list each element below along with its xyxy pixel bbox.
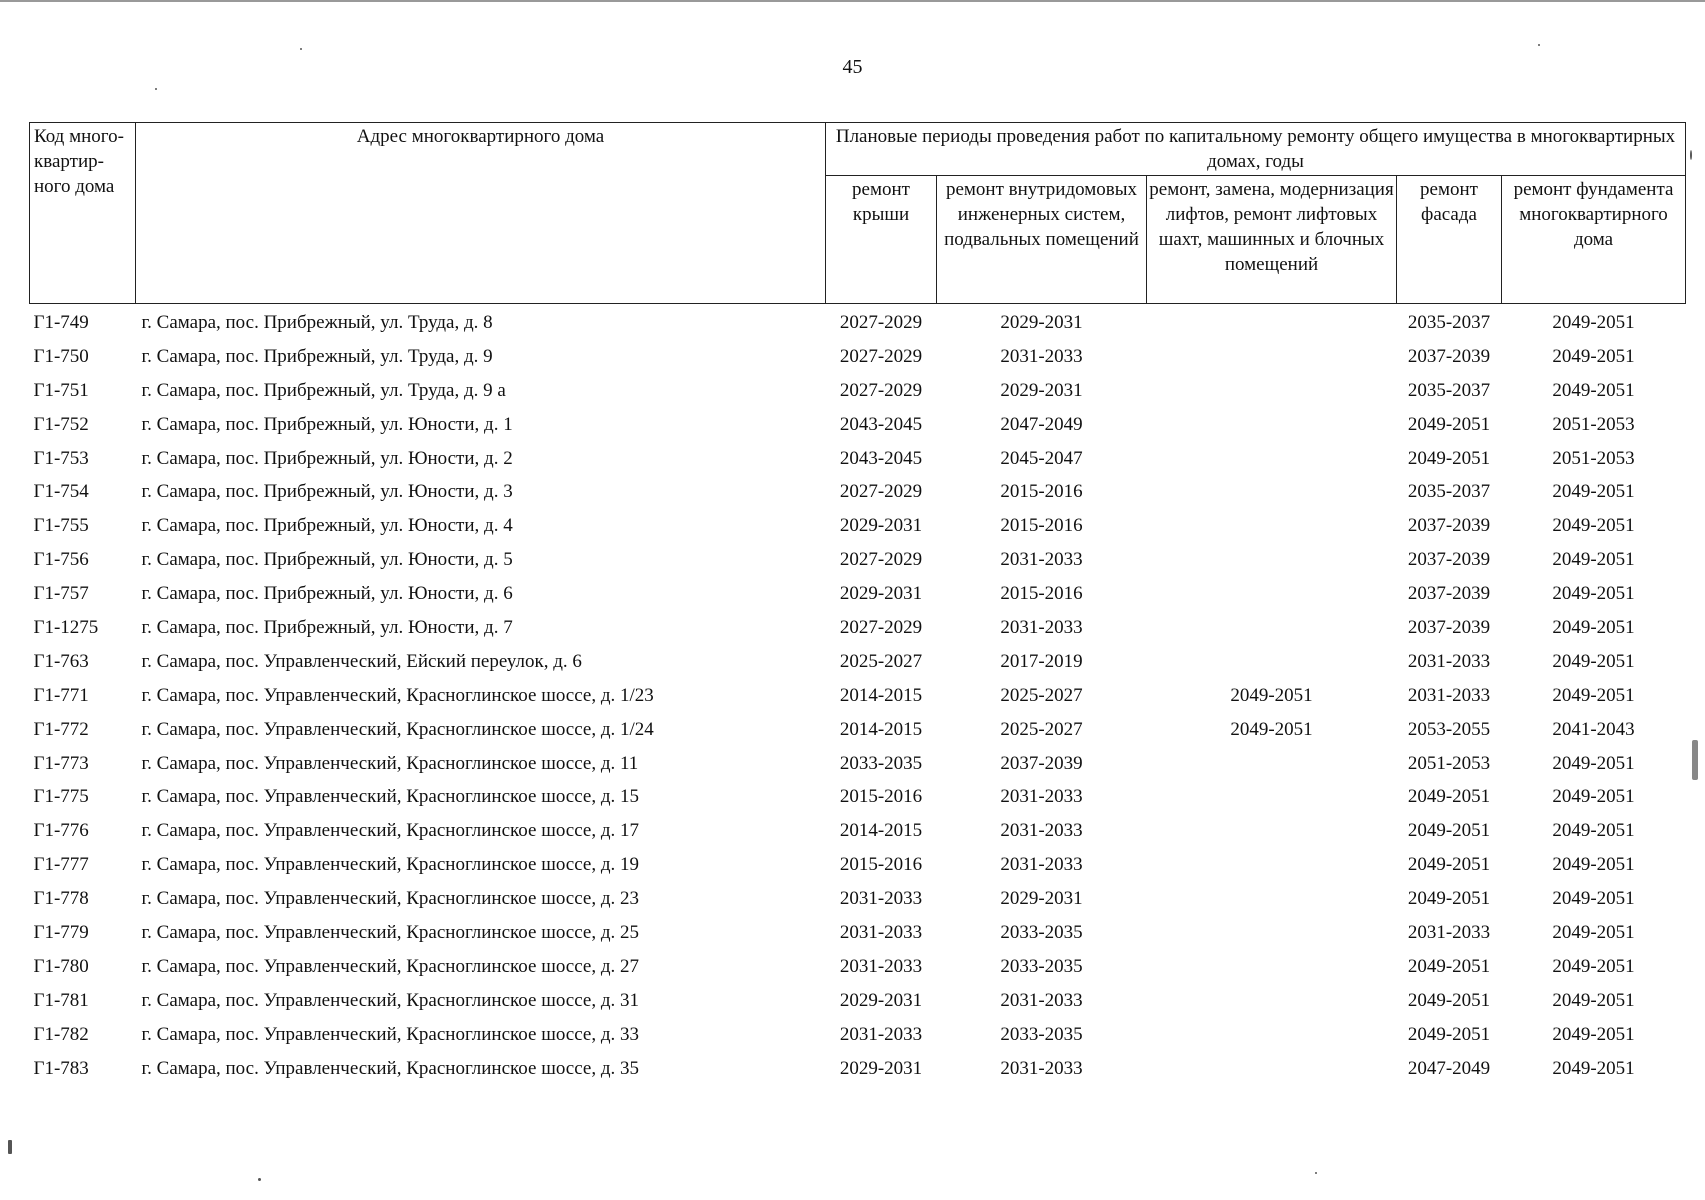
cell-foundation: 2049-2051 <box>1552 549 1635 571</box>
cell-roof: 2027-2029 <box>839 616 923 638</box>
cell-roof: 2033-2035 <box>839 752 923 774</box>
cell-code: Г1-781 <box>33 989 89 1011</box>
cell-code: Г1-749 <box>33 311 89 333</box>
table-row <box>30 1018 1686 1052</box>
cell-engineering: 2015-2016 <box>1000 515 1083 537</box>
cell-code: Г1-773 <box>33 752 89 774</box>
cell-elevators <box>1147 1052 1397 1086</box>
cell-roof: 2029-2031 <box>839 515 923 537</box>
cell-foundation: 2049-2051 <box>1552 1057 1635 1079</box>
cell-facade: 2049-2051 <box>1407 1023 1491 1045</box>
cell-engineering: 2029-2031 <box>1000 311 1083 333</box>
cell-code: Г1-780 <box>33 955 89 977</box>
cell-address: г. Самара, пос. Прибрежный, ул. Юности, д. 4 <box>141 515 513 537</box>
cell-engineering: 2025-2027 <box>1000 684 1083 706</box>
cell-roof: 2027-2029 <box>839 379 923 401</box>
cell-code: Г1-777 <box>33 854 89 876</box>
cell-facade: 2049-2051 <box>1407 888 1491 910</box>
header-foundation: ремонт фундамента многоквартирного дома <box>1502 176 1686 304</box>
cell-engineering: 2033-2035 <box>1000 955 1083 977</box>
cell-facade: 2049-2051 <box>1407 989 1491 1011</box>
cell-roof: 2014-2015 <box>839 718 923 740</box>
table-row <box>30 543 1686 577</box>
cell-elevators <box>1147 780 1397 814</box>
cell-foundation: 2049-2051 <box>1552 989 1635 1011</box>
cell-foundation: 2049-2051 <box>1552 888 1635 910</box>
cell-foundation: 2051-2053 <box>1552 413 1635 435</box>
cell-facade: 2037-2039 <box>1407 583 1491 605</box>
cell-elevators <box>1147 848 1397 882</box>
cell-foundation: 2049-2051 <box>1552 481 1635 503</box>
cell-engineering: 2029-2031 <box>1000 888 1083 910</box>
cell-roof: 2014-2015 <box>839 684 923 706</box>
cell-code: Г1-754 <box>33 481 89 503</box>
cell-facade: 2037-2039 <box>1407 549 1491 571</box>
cell-address: г. Самара, пос. Прибрежный, ул. Юности, д. 1 <box>141 413 513 435</box>
cell-foundation: 2051-2053 <box>1552 447 1635 469</box>
cell-elevators <box>1147 882 1397 916</box>
cell-address: г. Самара, пос. Управленческий, Ейский переулок, д. 6 <box>141 650 582 672</box>
cell-elevators <box>1147 340 1397 374</box>
table-row <box>30 509 1686 543</box>
cell-code: Г1-756 <box>33 549 89 571</box>
cell-engineering: 2029-2031 <box>1000 379 1083 401</box>
cell-address: г. Самара, пос. Прибрежный, ул. Юности, д. 2 <box>141 447 513 469</box>
cell-engineering: 2031-2033 <box>1000 345 1083 367</box>
cell-foundation: 2049-2051 <box>1552 854 1635 876</box>
cell-foundation: 2049-2051 <box>1552 752 1635 774</box>
cell-engineering: 2047-2049 <box>1000 413 1083 435</box>
cell-code: Г1-772 <box>33 718 89 740</box>
cell-facade: 2031-2033 <box>1407 650 1491 672</box>
scan-speck <box>300 48 302 50</box>
cell-roof: 2027-2029 <box>839 549 923 571</box>
cell-address: г. Самара, пос. Прибрежный, ул. Юности, д. 3 <box>141 481 513 503</box>
cell-address: г. Самара, пос. Прибрежный, ул. Труда, д. 9 а <box>141 379 506 401</box>
cell-roof: 2029-2031 <box>839 1057 923 1079</box>
cell-roof: 2015-2016 <box>839 786 923 808</box>
cell-address: г. Самара, пос. Прибрежный, ул. Труда, д. 9 <box>141 345 493 367</box>
cell-roof: 2027-2029 <box>839 345 923 367</box>
cell-address: г. Самара, пос. Управленческий, Красноглинское шоссе, д. 15 <box>141 786 640 808</box>
cell-code: Г1-1275 <box>33 616 99 638</box>
cell-roof: 2031-2033 <box>839 921 923 943</box>
cell-facade: 2031-2033 <box>1407 921 1491 943</box>
table-row <box>30 442 1686 476</box>
cell-engineering: 2033-2035 <box>1000 1023 1083 1045</box>
cell-roof: 2025-2027 <box>839 650 923 672</box>
cell-facade: 2035-2037 <box>1407 379 1491 401</box>
table-row <box>30 645 1686 679</box>
cell-code: Г1-782 <box>33 1023 89 1045</box>
cell-roof: 2027-2029 <box>839 311 923 333</box>
scan-speck <box>258 1178 261 1181</box>
cell-code: Г1-753 <box>33 447 89 469</box>
top-rule <box>0 0 1705 2</box>
cell-code: Г1-752 <box>33 413 89 435</box>
table-row <box>30 611 1686 645</box>
table-row <box>30 1052 1686 1086</box>
cell-code: Г1-755 <box>33 515 89 537</box>
cell-elevators <box>1147 577 1397 611</box>
table-row <box>30 577 1686 611</box>
cell-elevators <box>1147 814 1397 848</box>
table-row <box>30 814 1686 848</box>
cell-address: г. Самара, пос. Прибрежный, ул. Юности, д. 5 <box>141 549 513 571</box>
cell-facade: 2037-2039 <box>1407 616 1491 638</box>
cell-address: г. Самара, пос. Управленческий, Красноглинское шоссе, д. 23 <box>141 888 640 910</box>
cell-facade: 2051-2053 <box>1407 752 1491 774</box>
table-row <box>30 984 1686 1018</box>
cell-foundation: 2049-2051 <box>1552 955 1635 977</box>
cell-facade: 2049-2051 <box>1407 413 1491 435</box>
cell-facade: 2035-2037 <box>1407 311 1491 333</box>
scan-speck <box>1692 740 1698 780</box>
cell-elevators <box>1147 1018 1397 1052</box>
page-number: 45 <box>842 56 863 78</box>
cell-elevators <box>1147 950 1397 984</box>
cell-roof: 2027-2029 <box>839 481 923 503</box>
cell-address: г. Самара, пос. Прибрежный, ул. Юности, д. 6 <box>141 583 513 605</box>
cell-code: Г1-751 <box>33 379 89 401</box>
table-row <box>30 916 1686 950</box>
cell-facade: 2037-2039 <box>1407 345 1491 367</box>
table-row <box>30 848 1686 882</box>
cell-facade: 2049-2051 <box>1407 854 1491 876</box>
cell-code: Г1-776 <box>33 820 89 842</box>
cell-facade: 2047-2049 <box>1407 1057 1491 1079</box>
cell-roof: 2014-2015 <box>839 820 923 842</box>
cell-address: г. Самара, пос. Управленческий, Красноглинское шоссе, д. 1/23 <box>141 684 654 706</box>
cell-facade: 2049-2051 <box>1407 786 1491 808</box>
cell-engineering: 2015-2016 <box>1000 481 1083 503</box>
cell-facade: 2035-2037 <box>1407 481 1491 503</box>
cell-engineering: 2017-2019 <box>1000 650 1083 672</box>
cell-engineering: 2031-2033 <box>1000 854 1083 876</box>
cell-roof: 2029-2031 <box>839 989 923 1011</box>
cell-elevators <box>1147 408 1397 442</box>
cell-foundation: 2049-2051 <box>1552 515 1635 537</box>
cell-foundation: 2049-2051 <box>1552 616 1635 638</box>
cell-roof: 2031-2033 <box>839 888 923 910</box>
cell-elevators <box>1147 304 1397 340</box>
cell-foundation: 2049-2051 <box>1552 1023 1635 1045</box>
cell-foundation: 2049-2051 <box>1552 345 1635 367</box>
cell-elevators <box>1147 374 1397 408</box>
cell-address: г. Самара, пос. Прибрежный, ул. Труда, д. 8 <box>141 311 493 333</box>
cell-foundation: 2041-2043 <box>1552 718 1635 740</box>
cell-engineering: 2031-2033 <box>1000 989 1083 1011</box>
cell-address: г. Самара, пос. Управленческий, Красноглинское шоссе, д. 1/24 <box>141 718 654 740</box>
cell-facade: 2053-2055 <box>1407 718 1491 740</box>
table-body <box>30 304 1686 1086</box>
cell-roof: 2043-2045 <box>839 413 923 435</box>
cell-facade: 2049-2051 <box>1407 820 1491 842</box>
cell-elevators <box>1147 442 1397 476</box>
repair-schedule-table <box>29 122 1686 1085</box>
cell-foundation: 2049-2051 <box>1552 650 1635 672</box>
cell-facade: 2037-2039 <box>1407 515 1491 537</box>
cell-elevators <box>1147 543 1397 577</box>
cell-code: Г1-750 <box>33 345 89 367</box>
cell-foundation: 2049-2051 <box>1552 921 1635 943</box>
header-address: Адрес многоквартирного дома <box>136 123 826 304</box>
cell-elevators <box>1147 916 1397 950</box>
cell-elevators <box>1147 984 1397 1018</box>
scan-speck <box>8 1140 12 1154</box>
header-roof: ремонт крыши <box>826 176 937 304</box>
cell-code: Г1-771 <box>33 684 89 706</box>
header-elevators: ремонт, замена, модернизация лифтов, ремонт лифтовых шахт, машинных и блочных помещений <box>1147 176 1397 304</box>
cell-engineering: 2033-2035 <box>1000 921 1083 943</box>
cell-roof: 2043-2045 <box>839 447 923 469</box>
cell-code: Г1-757 <box>33 583 89 605</box>
table-row <box>30 304 1686 340</box>
cell-address: г. Самара, пос. Управленческий, Красноглинское шоссе, д. 33 <box>141 1023 640 1045</box>
cell-foundation: 2049-2051 <box>1552 684 1635 706</box>
table-row <box>30 747 1686 781</box>
cell-code: Г1-778 <box>33 888 89 910</box>
scan-speck <box>1538 44 1540 46</box>
cell-address: г. Самара, пос. Управленческий, Красноглинское шоссе, д. 11 <box>141 752 639 774</box>
cell-engineering: 2045-2047 <box>1000 447 1083 469</box>
cell-engineering: 2031-2033 <box>1000 820 1083 842</box>
cell-address: г. Самара, пос. Управленческий, Красноглинское шоссе, д. 17 <box>141 820 640 842</box>
cell-address: г. Самара, пос. Управленческий, Красноглинское шоссе, д. 25 <box>141 921 640 943</box>
header-engineering: ремонт внутридомовых инженерных систем, подвальных помещений <box>937 176 1147 304</box>
cell-engineering: 2031-2033 <box>1000 1057 1083 1079</box>
cell-elevators <box>1147 611 1397 645</box>
cell-foundation: 2049-2051 <box>1552 583 1635 605</box>
cell-elevators: 2049-2051 <box>1230 718 1313 740</box>
cell-elevators: 2049-2051 <box>1230 684 1313 706</box>
cell-foundation: 2049-2051 <box>1552 311 1635 333</box>
cell-roof: 2015-2016 <box>839 854 923 876</box>
cell-roof: 2029-2031 <box>839 583 923 605</box>
cell-code: Г1-763 <box>33 650 89 672</box>
table-row <box>30 408 1686 442</box>
cell-engineering: 2031-2033 <box>1000 786 1083 808</box>
cell-engineering: 2015-2016 <box>1000 583 1083 605</box>
cell-roof: 2031-2033 <box>839 955 923 977</box>
table-row <box>30 374 1686 408</box>
cell-foundation: 2049-2051 <box>1552 379 1635 401</box>
cell-code: Г1-779 <box>33 921 89 943</box>
cell-roof: 2031-2033 <box>839 1023 923 1045</box>
cell-facade: 2031-2033 <box>1407 684 1491 706</box>
cell-elevators <box>1147 475 1397 509</box>
cell-foundation: 2049-2051 <box>1552 786 1635 808</box>
cell-address: г. Самара, пос. Управленческий, Красноглинское шоссе, д. 27 <box>141 955 640 977</box>
cell-address: г. Самара, пос. Управленческий, Красноглинское шоссе, д. 31 <box>141 989 640 1011</box>
cell-engineering: 2031-2033 <box>1000 549 1083 571</box>
header-code: Код много-квартир-ного дома <box>30 123 136 304</box>
cell-engineering: 2037-2039 <box>1000 752 1083 774</box>
table-row <box>30 780 1686 814</box>
table-row <box>30 713 1686 747</box>
table-row <box>30 950 1686 984</box>
scan-speck <box>155 88 157 90</box>
cell-elevators <box>1147 509 1397 543</box>
cell-facade: 2049-2051 <box>1407 447 1491 469</box>
scan-speck <box>1690 150 1692 160</box>
cell-elevators <box>1147 747 1397 781</box>
cell-engineering: 2031-2033 <box>1000 616 1083 638</box>
cell-elevators <box>1147 645 1397 679</box>
cell-code: Г1-775 <box>33 786 89 808</box>
cell-code: Г1-783 <box>33 1057 89 1079</box>
cell-facade: 2049-2051 <box>1407 955 1491 977</box>
header-periods-title: Плановые периоды проведения работ по капитальному ремонту общего имущества в многоквартирных домах, годы <box>826 123 1686 176</box>
cell-address: г. Самара, пос. Управленческий, Красноглинское шоссе, д. 19 <box>141 854 640 876</box>
table-row <box>30 340 1686 374</box>
cell-engineering: 2025-2027 <box>1000 718 1083 740</box>
cell-address: г. Самара, пос. Управленческий, Красноглинское шоссе, д. 35 <box>141 1057 640 1079</box>
scan-speck <box>1315 1172 1317 1174</box>
table-row <box>30 475 1686 509</box>
header-facade: ремонт фасада <box>1397 176 1502 304</box>
cell-foundation: 2049-2051 <box>1552 820 1635 842</box>
cell-address: г. Самара, пос. Прибрежный, ул. Юности, д. 7 <box>141 616 513 638</box>
table-row <box>30 882 1686 916</box>
table-row <box>30 679 1686 713</box>
